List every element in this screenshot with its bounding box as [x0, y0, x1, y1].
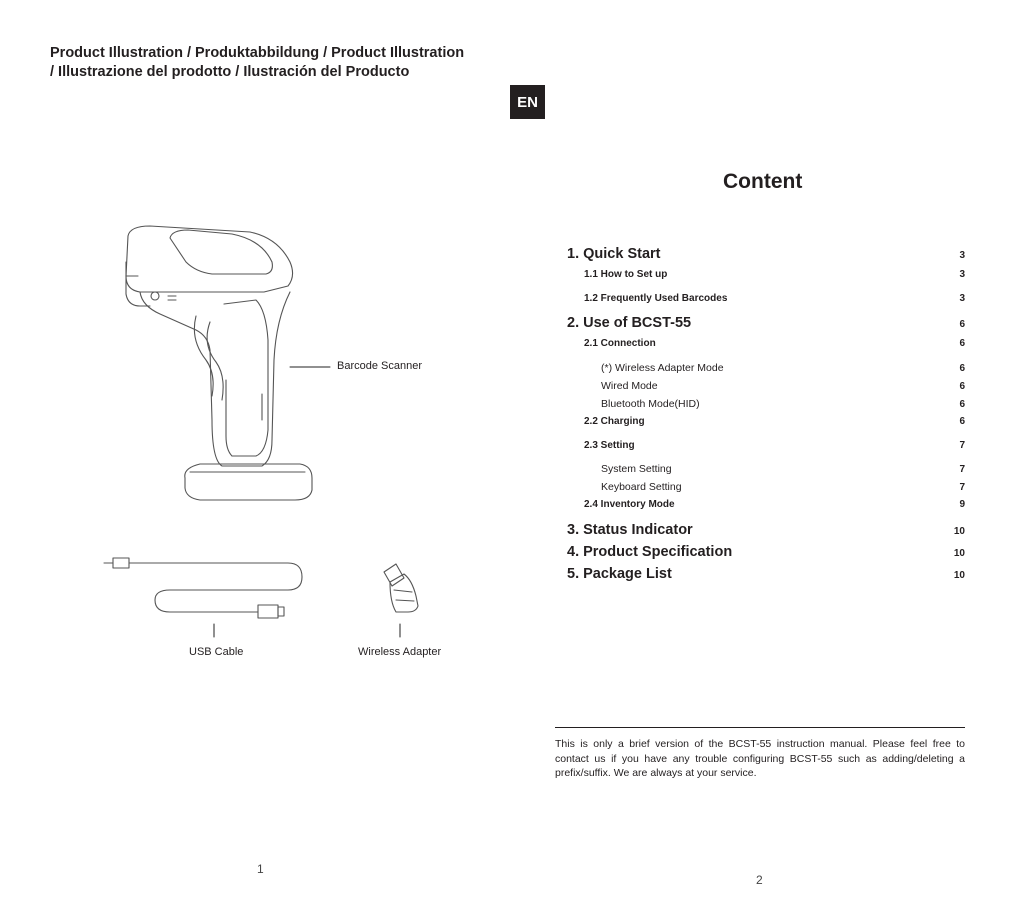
toc-title: 2.2 Charging: [584, 416, 645, 427]
toc-entry[interactable]: [567, 269, 965, 280]
toc-page: 6: [959, 416, 965, 427]
toc-entry[interactable]: [567, 398, 965, 410]
toc-page: 10: [953, 570, 965, 581]
toc-title: Wired Mode: [601, 380, 658, 392]
barcode-scanner-label: Barcode Scanner: [337, 360, 422, 372]
toc-page: 7: [959, 440, 965, 451]
toc-page: 3: [959, 250, 965, 261]
toc-title: Keyboard Setting: [601, 481, 682, 493]
toc-entry[interactable]: [567, 463, 965, 475]
toc-page: 6: [959, 381, 965, 392]
illustration-title-line-2: / Illustrazione del prodotto / Ilustración del Producto: [50, 64, 410, 80]
toc-entry[interactable]: [567, 293, 965, 304]
toc-entry[interactable]: [567, 315, 965, 331]
toc-entry[interactable]: [567, 544, 965, 560]
toc-page: 3: [959, 293, 965, 304]
toc-entry[interactable]: [567, 380, 965, 392]
toc-title: Bluetooth Mode(HID): [601, 398, 700, 410]
toc-page: 10: [953, 548, 965, 559]
toc-entry[interactable]: [567, 246, 965, 262]
toc-page: 9: [959, 499, 965, 510]
toc-entry[interactable]: [567, 338, 965, 349]
toc-title: 5. Package List: [567, 566, 672, 582]
toc-entry[interactable]: [567, 416, 965, 427]
toc-page: 3: [959, 269, 965, 280]
toc-page: 6: [959, 319, 965, 330]
toc-title: 1.2 Frequently Used Barcodes: [584, 293, 728, 304]
toc-page: 6: [959, 363, 965, 374]
illustration-title: [50, 44, 520, 82]
toc-title: 4. Product Specification: [567, 544, 733, 560]
toc-page: 6: [959, 338, 965, 349]
content-heading: Content: [723, 170, 803, 193]
toc-entry[interactable]: [567, 440, 965, 451]
toc-entry[interactable]: [567, 362, 965, 374]
toc-entry[interactable]: [567, 481, 965, 493]
toc-title: 1. Quick Start: [567, 246, 661, 262]
usb-cable-label: USB Cable: [189, 646, 244, 658]
page-number-right: 2: [756, 873, 763, 887]
toc-page: 10: [953, 526, 965, 537]
wireless-adapter-label: Wireless Adapter: [358, 646, 442, 658]
wireless-adapter-drawing: [384, 564, 418, 612]
toc-title: 2.1 Connection: [584, 338, 656, 349]
toc-page: 7: [959, 464, 965, 475]
toc-title: 2.4 Inventory Mode: [584, 499, 675, 510]
language-badge: EN: [510, 85, 545, 119]
usb-cable-drawing: [104, 558, 302, 618]
barcode-scanner-drawing: [126, 226, 312, 500]
toc-title: 1.1 How to Set up: [584, 269, 668, 280]
toc-title: 3. Status Indicator: [567, 522, 693, 538]
toc-title: System Setting: [601, 463, 672, 475]
toc-title: 2.3 Setting: [584, 440, 635, 451]
toc-title: (*) Wireless Adapter Mode: [601, 362, 724, 374]
illustration-title-line-1: Product Illustration / Produktabbildung / Product Illustration: [50, 45, 465, 61]
toc-entry[interactable]: [567, 566, 965, 582]
toc-entry[interactable]: [567, 522, 965, 538]
footer-divider: [555, 727, 965, 728]
toc-entry[interactable]: [567, 499, 965, 510]
toc-page: 7: [959, 482, 965, 493]
toc-title: 2. Use of BCST-55: [567, 315, 692, 331]
page-number-left: 1: [257, 862, 264, 876]
toc-page: 6: [959, 399, 965, 410]
manual-note: This is only a brief version of the BCST-55 instruction manual. Please feel free to contact us if you have any trouble configuring BCST-55 such as adding/deleting a prefix/suffix. We are always at your service.: [555, 738, 965, 779]
